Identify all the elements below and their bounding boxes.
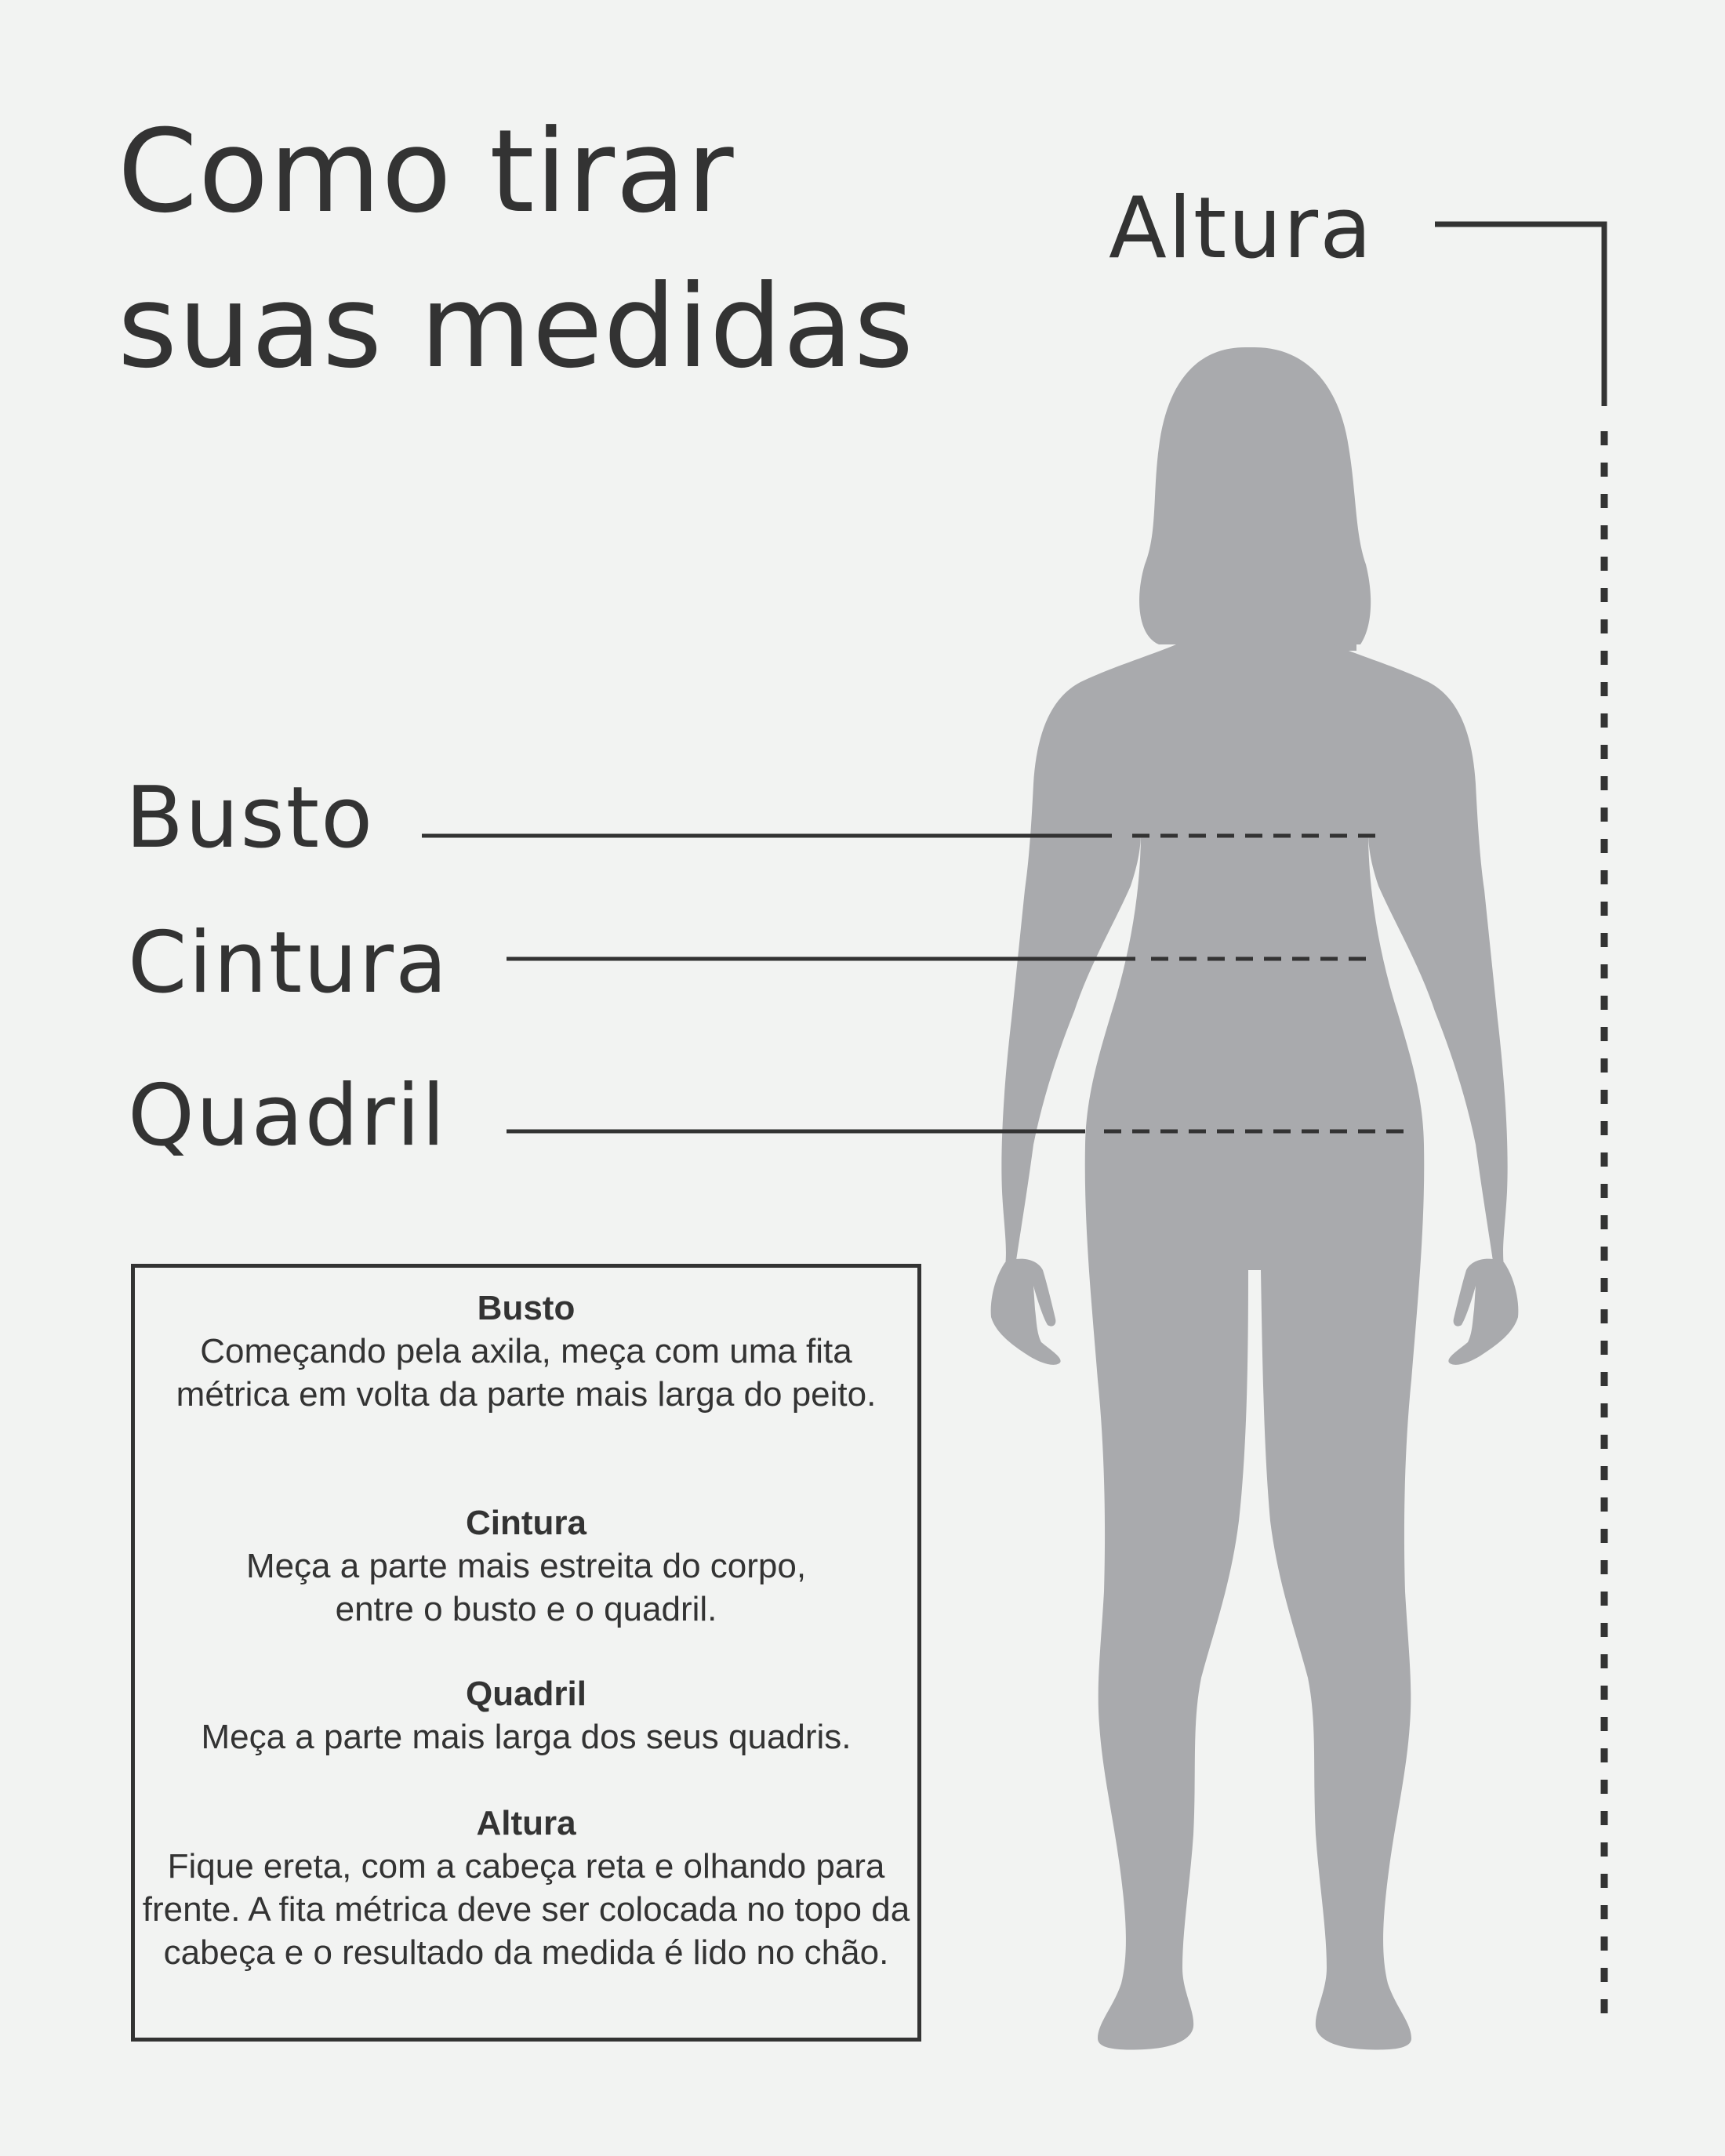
right-hand-shape	[1448, 1259, 1518, 1365]
instruction-text: Meça a parte mais estreita do corpo, entre o busto e o quadril.	[245, 1547, 807, 1628]
title-line-1: Como tirar	[118, 105, 735, 238]
female-silhouette	[991, 347, 1519, 2049]
instruction-quadril	[135, 1672, 917, 1759]
instruction-heading: Cintura	[466, 1504, 586, 1542]
instructions-box	[131, 1264, 921, 2042]
left-hand-shape	[991, 1259, 1061, 1365]
instruction-heading: Altura	[476, 1804, 576, 1842]
busto-label: Busto	[125, 769, 375, 867]
instruction-heading: Busto	[477, 1289, 576, 1327]
instruction-text: Meça a parte mais larga dos seus quadris.	[201, 1718, 852, 1756]
instruction-busto	[135, 1287, 917, 1416]
altura-label: Altura	[1109, 180, 1374, 278]
quadril-label: Quadril	[128, 1067, 447, 1165]
title-line-2: suas medidas	[118, 260, 915, 394]
instruction-text: Fique ereta, com a cabeça reta e olhando para frente. A fita métrica deve ser colocada no topo da cabeça e o resultado da medida é lido no chão.	[142, 1847, 910, 1972]
altura-leader-line	[1435, 224, 1604, 406]
instruction-cintura	[135, 1501, 917, 1631]
head-hair-shape	[1139, 347, 1371, 651]
cintura-label: Cintura	[128, 914, 449, 1012]
instruction-heading: Quadril	[465, 1675, 587, 1713]
instruction-altura	[135, 1802, 917, 1974]
instruction-text: Começando pela axila, meça com uma fita métrica em volta da parte mais larga do peito.	[176, 1332, 877, 1414]
torso-legs-shape	[1001, 644, 1507, 2049]
